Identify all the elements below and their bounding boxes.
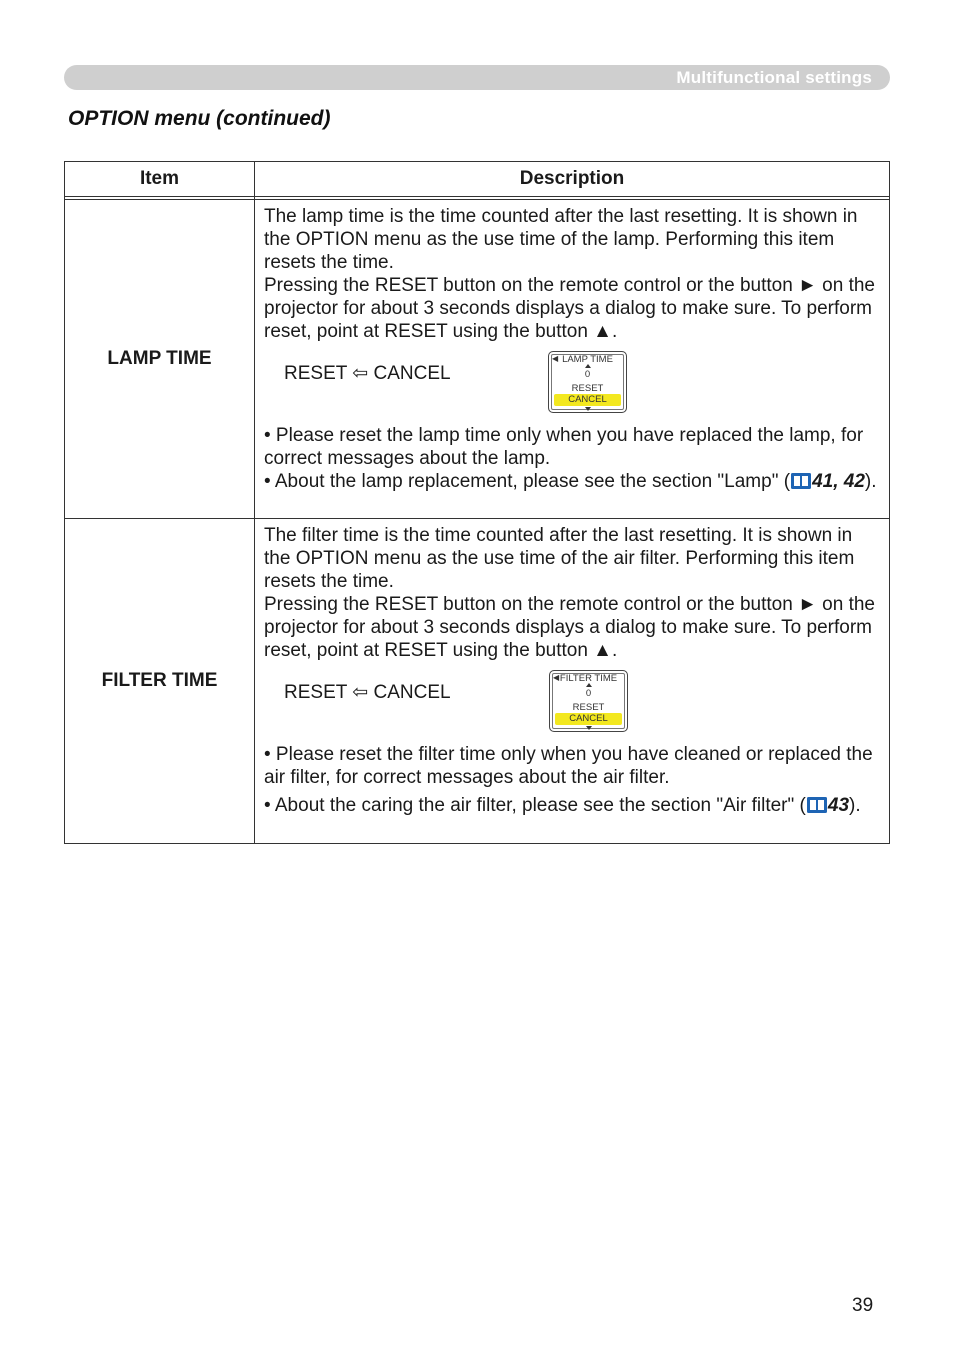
note-reference-text: • About the lamp replacement, please see the section "Lamp" ( — [264, 471, 791, 492]
page-number: 39 — [852, 1295, 874, 1316]
dialog-text: RESET ⇦ CANCEL — [284, 682, 451, 703]
down-arrow-icon — [586, 726, 592, 730]
table-row — [65, 519, 890, 844]
column-header-description: Description — [255, 162, 890, 197]
note-reference-text: • About the caring the air filter, please see the section "Air filter" ( — [264, 795, 806, 816]
item-lamp-time: LAMP TIME — [65, 200, 255, 519]
osd-title: LAMP TIME — [562, 354, 613, 365]
dialog-text: RESET ⇦ CANCEL — [284, 363, 451, 384]
osd-reset-option: RESET — [572, 702, 605, 713]
column-header-item: Item — [65, 162, 255, 197]
up-arrow-icon — [586, 683, 592, 687]
osd-cancel-option: CANCEL — [554, 394, 621, 406]
osd-value: 0 — [585, 688, 592, 699]
table-header-row — [65, 162, 890, 197]
book-icon — [790, 472, 812, 490]
header-bar — [64, 65, 890, 90]
note-reference — [264, 470, 881, 493]
osd-value: 0 — [584, 369, 591, 380]
osd-dialog — [549, 670, 628, 732]
osd-title: FILTER TIME — [559, 673, 618, 684]
dialog-example — [264, 667, 881, 737]
dialog-example — [264, 348, 881, 418]
table-row — [65, 200, 890, 519]
note-reset: • Please reset the lamp time only when you have replaced the lamp, for correct messages about the lamp. — [264, 425, 864, 469]
description-intro: The filter time is the time counted after the last resetting. It is shown in the OPTION menu as the use time of the air filter. Performing this item resets the time. — [264, 525, 855, 592]
up-arrow-icon — [585, 364, 591, 368]
osd-cancel-option: CANCEL — [555, 713, 622, 725]
note-reference-end: ). — [849, 795, 861, 816]
osd-dialog — [548, 351, 627, 413]
book-icon — [806, 796, 828, 814]
page-reference: 41, 42 — [812, 471, 865, 492]
page-reference: 43 — [827, 795, 850, 816]
description-cell — [255, 200, 890, 519]
down-arrow-icon — [585, 407, 591, 411]
description-instruction: Pressing the RESET button on the remote control or the button ► on the projector for about 3 seconds displays a dialog to make sure. To perform reset, point at RESET using the button ▲. — [264, 275, 875, 342]
note-reference-end: ). — [864, 471, 877, 492]
page-title: OPTION menu (continued) — [68, 107, 331, 130]
description-intro: The lamp time is the time counted after the last resetting. It is shown in the OPTION menu as the use time of the lamp. Performing this item resets the time. — [264, 206, 858, 273]
section-label: Multifunctional settings — [676, 68, 872, 87]
description-instruction: Pressing the RESET button on the remote control or the button ► on the projector for about 3 seconds displays a dialog to make sure. To perform reset, point at RESET using the button ▲. — [264, 594, 875, 661]
note-reset: • Please reset the filter time only when you have cleaned or replaced the air filter, for correct messages about the air filter. — [264, 744, 873, 788]
left-arrow-icon: ◀ — [552, 354, 559, 363]
option-table — [64, 161, 890, 844]
osd-reset-option: RESET — [571, 383, 604, 394]
description-cell — [255, 519, 890, 844]
left-arrow-icon: ◀ — [553, 673, 560, 682]
note-reference — [264, 794, 881, 817]
item-filter-time: FILTER TIME — [65, 519, 255, 844]
